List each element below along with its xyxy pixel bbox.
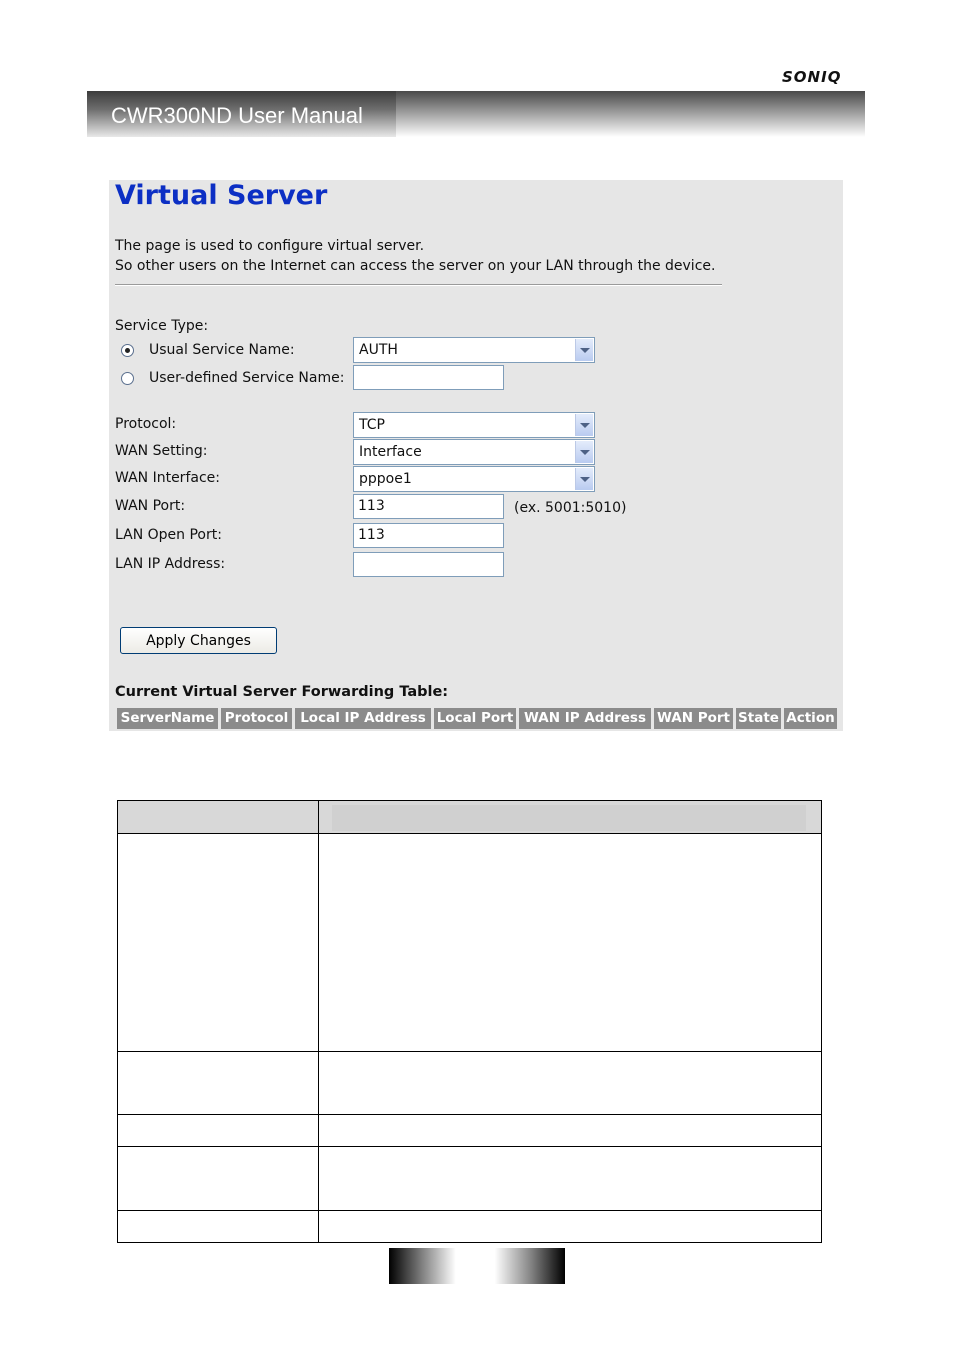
lan-ip-input[interactable] — [353, 552, 504, 577]
page-title: Virtual Server — [115, 180, 328, 211]
protocol-value: TCP — [359, 417, 385, 433]
usual-service-radio[interactable] — [121, 344, 134, 357]
column-header-action: Action — [784, 708, 837, 729]
forwarding-table-title: Current Virtual Server Forwarding Table: — [115, 684, 449, 700]
row-divider — [118, 1051, 821, 1052]
row-divider — [118, 1114, 821, 1115]
user-defined-label: User-defined Service Name: — [149, 370, 345, 386]
forwarding-table-header — [117, 708, 837, 729]
parameter-table — [117, 800, 822, 1243]
user-defined-radio[interactable] — [121, 372, 134, 385]
chevron-down-icon — [575, 414, 593, 436]
manual-title: CWR300ND User Manual — [111, 103, 363, 128]
wan-interface-label: WAN Interface: — [115, 470, 220, 486]
protocol-select[interactable] — [353, 412, 595, 438]
row-divider — [118, 1210, 821, 1211]
lan-open-port-value: 113 — [358, 527, 385, 543]
wan-port-hint: (ex. 5001:5010) — [514, 500, 627, 516]
brand-logo: SONIQ — [782, 68, 842, 86]
column-header-local-ip: Local IP Address — [295, 708, 431, 729]
protocol-label: Protocol: — [115, 416, 177, 432]
column-header-wan-port: WAN Port — [654, 708, 733, 729]
usual-service-value: AUTH — [359, 342, 398, 358]
user-defined-service-input[interactable] — [353, 365, 504, 390]
lan-open-port-input[interactable] — [353, 523, 504, 548]
header-bar — [87, 91, 865, 137]
row-divider — [118, 1146, 821, 1147]
description-line-2: So other users on the Internet can access the server on your LAN through the device. — [115, 258, 716, 274]
wan-interface-value: pppoe1 — [359, 471, 412, 487]
column-header-protocol: Protocol — [221, 708, 292, 729]
separator — [115, 284, 722, 286]
column-header-local-port: Local Port — [434, 708, 516, 729]
wan-port-input[interactable] — [353, 494, 504, 519]
virtual-server-panel — [109, 180, 843, 731]
usual-service-label: Usual Service Name: — [149, 342, 295, 358]
wan-setting-label: WAN Setting: — [115, 443, 208, 459]
usual-service-select[interactable] — [353, 337, 595, 363]
column-header-state: State — [736, 708, 781, 729]
chevron-down-icon — [575, 441, 593, 463]
chevron-down-icon — [575, 468, 593, 490]
column-header-wan-ip: WAN IP Address — [519, 708, 651, 729]
wan-port-label: WAN Port: — [115, 498, 186, 514]
wan-setting-value: Interface — [359, 444, 422, 460]
parameter-table-header — [118, 801, 821, 834]
description-line-1: The page is used to configure virtual server. — [115, 238, 425, 254]
service-type-label: Service Type: — [115, 318, 209, 334]
column-divider — [318, 801, 319, 1242]
chevron-down-icon — [575, 339, 593, 361]
wan-setting-select[interactable] — [353, 439, 595, 465]
column-header-servername: ServerName — [117, 708, 218, 729]
lan-open-port-label: LAN Open Port: — [115, 527, 222, 543]
footer-page-marker — [389, 1248, 565, 1284]
lan-ip-label: LAN IP Address: — [115, 556, 226, 572]
wan-port-value: 113 — [358, 498, 385, 514]
apply-changes-button[interactable]: Apply Changes — [120, 627, 277, 654]
wan-interface-select[interactable] — [353, 466, 595, 492]
